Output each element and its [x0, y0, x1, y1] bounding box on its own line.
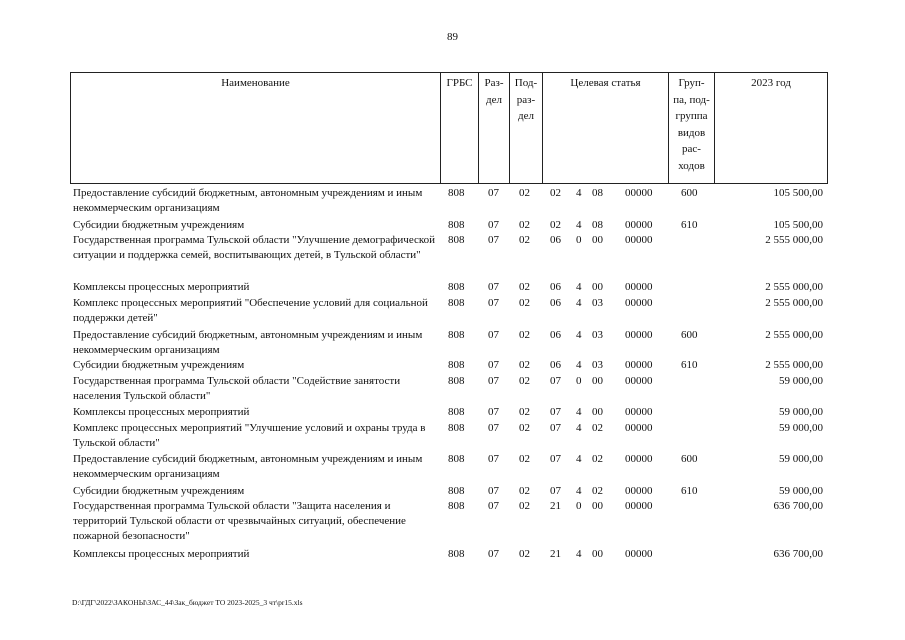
- table-header: [70, 72, 828, 184]
- cell-t4: 00000: [625, 406, 653, 418]
- cell-podrazdel: 02: [519, 281, 530, 293]
- cell-t1: 02: [550, 219, 561, 231]
- cell-grbs: 808: [448, 500, 465, 512]
- cell-t4: 00000: [625, 375, 653, 387]
- cell-t3: 08: [592, 219, 603, 231]
- header-grbs: ГРБС: [441, 73, 479, 183]
- cell-grbs: 808: [448, 453, 465, 465]
- cell-t2: 0: [576, 234, 582, 246]
- cell-amount: 2 555 000,00: [765, 234, 823, 246]
- cell-t2: 4: [576, 453, 582, 465]
- cell-podrazdel: 02: [519, 234, 530, 246]
- header-name: Наименование: [71, 73, 441, 183]
- cell-name: Субсидии бюджетным учреждениям: [73, 485, 245, 497]
- cell-amount: 105 500,00: [773, 187, 823, 199]
- cell-amount: 59 000,00: [779, 406, 823, 418]
- cell-vr: 610: [681, 219, 698, 231]
- cell-t3: 00: [592, 500, 603, 512]
- cell-t3: 00: [592, 281, 603, 293]
- cell-t4: 00000: [625, 548, 653, 560]
- cell-name: Комплекс процессных мероприятий "Обеспечение условий для социальной поддержки детей": [73, 297, 428, 324]
- cell-name: Предоставление субсидий бюджетным, автономным учреждениям и иным некоммерческим организациям: [73, 187, 423, 214]
- cell-amount: 636 700,00: [773, 548, 823, 560]
- cell-t3: 02: [592, 485, 603, 497]
- cell-t1: 21: [550, 548, 561, 560]
- cell-t3: 00: [592, 234, 603, 246]
- cell-grbs: 808: [448, 297, 465, 309]
- cell-t1: 07: [550, 453, 561, 465]
- cell-grbs: 808: [448, 406, 465, 418]
- cell-razdel: 07: [488, 485, 499, 497]
- cell-t1: 06: [550, 234, 561, 246]
- cell-razdel: 07: [488, 359, 499, 371]
- cell-t1: 06: [550, 329, 561, 341]
- cell-t4: 00000: [625, 219, 653, 231]
- cell-t1: 07: [550, 485, 561, 497]
- header-razdel: Раз- дел: [479, 73, 510, 183]
- cell-name: Государственная программа Тульской области "Улучшение демографической ситуации и поддержка семей, воспитывающих детей, в Тульской области": [73, 234, 436, 261]
- cell-t3: 02: [592, 453, 603, 465]
- cell-amount: 59 000,00: [779, 485, 823, 497]
- cell-t1: 07: [550, 422, 561, 434]
- cell-podrazdel: 02: [519, 219, 530, 231]
- header-podrazdel: Под- раз- дел: [510, 73, 543, 183]
- cell-razdel: 07: [488, 422, 499, 434]
- cell-amount: 105 500,00: [773, 219, 823, 231]
- cell-amount: 2 555 000,00: [765, 359, 823, 371]
- cell-name: Комплексы процессных мероприятий: [73, 548, 250, 560]
- cell-grbs: 808: [448, 329, 465, 341]
- cell-podrazdel: 02: [519, 375, 530, 387]
- cell-t2: 4: [576, 548, 582, 560]
- cell-podrazdel: 02: [519, 548, 530, 560]
- cell-t1: 02: [550, 187, 561, 199]
- cell-t4: 00000: [625, 500, 653, 512]
- cell-t3: 03: [592, 297, 603, 309]
- cell-razdel: 07: [488, 453, 499, 465]
- cell-t3: 08: [592, 187, 603, 199]
- header-expense-group: Груп- па, под- группа видов рас- ходов: [669, 73, 715, 183]
- cell-t4: 00000: [625, 453, 653, 465]
- header-target-article: Целевая статья: [543, 73, 669, 183]
- cell-name: Предоставление субсидий бюджетным, автономным учреждениям и иным некоммерческим организациям: [73, 453, 423, 480]
- cell-podrazdel: 02: [519, 359, 530, 371]
- cell-name: Государственная программа Тульской области "Защита населения и территорий Тульской области от чрезвычайных ситуаций, обеспечение пожарной безопасности": [73, 500, 406, 542]
- cell-t1: 21: [550, 500, 561, 512]
- cell-razdel: 07: [488, 281, 499, 293]
- page-number: 89: [447, 31, 458, 43]
- cell-razdel: 07: [488, 297, 499, 309]
- cell-t1: 06: [550, 281, 561, 293]
- cell-t4: 00000: [625, 187, 653, 199]
- cell-amount: 2 555 000,00: [765, 281, 823, 293]
- cell-t2: 4: [576, 485, 582, 497]
- cell-name: Субсидии бюджетным учреждениям: [73, 219, 245, 231]
- cell-name: Субсидии бюджетным учреждениям: [73, 359, 245, 371]
- cell-grbs: 808: [448, 234, 465, 246]
- footer-file-path: D:\ГДГ\2022\ЗАКОНЫ\ЗАС_44\Зак_бюджет ТО 2023-2025_3 чт\pr15.xls: [72, 598, 303, 607]
- cell-podrazdel: 02: [519, 500, 530, 512]
- cell-name: Комплексы процессных мероприятий: [73, 406, 250, 418]
- cell-name: Государственная программа Тульской области "Содействие занятости населения Тульской области": [73, 375, 401, 402]
- cell-amount: 2 555 000,00: [765, 297, 823, 309]
- cell-t3: 02: [592, 422, 603, 434]
- cell-amount: 59 000,00: [779, 422, 823, 434]
- cell-amount: 636 700,00: [773, 500, 823, 512]
- cell-t1: 07: [550, 406, 561, 418]
- cell-podrazdel: 02: [519, 422, 530, 434]
- cell-amount: 59 000,00: [779, 375, 823, 387]
- cell-name: Комплекс процессных мероприятий "Улучшение условий и охраны труда в Тульской области": [73, 422, 426, 449]
- cell-t3: 00: [592, 375, 603, 387]
- cell-grbs: 808: [448, 281, 465, 293]
- cell-vr: 600: [681, 187, 698, 199]
- cell-razdel: 07: [488, 548, 499, 560]
- cell-t4: 00000: [625, 485, 653, 497]
- cell-vr: 610: [681, 359, 698, 371]
- cell-t2: 4: [576, 406, 582, 418]
- cell-t3: 00: [592, 548, 603, 560]
- cell-t4: 00000: [625, 359, 653, 371]
- cell-t3: 03: [592, 359, 603, 371]
- cell-amount: 2 555 000,00: [765, 329, 823, 341]
- cell-vr: 600: [681, 453, 698, 465]
- cell-name: Комплексы процессных мероприятий: [73, 281, 250, 293]
- cell-grbs: 808: [448, 375, 465, 387]
- cell-razdel: 07: [488, 500, 499, 512]
- cell-t4: 00000: [625, 234, 653, 246]
- cell-t4: 00000: [625, 422, 653, 434]
- cell-t2: 0: [576, 375, 582, 387]
- cell-grbs: 808: [448, 422, 465, 434]
- cell-t4: 00000: [625, 281, 653, 293]
- cell-t2: 4: [576, 359, 582, 371]
- cell-t3: 03: [592, 329, 603, 341]
- cell-t1: 06: [550, 359, 561, 371]
- cell-podrazdel: 02: [519, 406, 530, 418]
- cell-vr: 600: [681, 329, 698, 341]
- cell-t2: 4: [576, 219, 582, 231]
- cell-t2: 4: [576, 187, 582, 199]
- cell-podrazdel: 02: [519, 187, 530, 199]
- cell-t3: 00: [592, 406, 603, 418]
- cell-t2: 4: [576, 329, 582, 341]
- cell-grbs: 808: [448, 359, 465, 371]
- cell-t1: 06: [550, 297, 561, 309]
- cell-razdel: 07: [488, 329, 499, 341]
- cell-t2: 4: [576, 422, 582, 434]
- cell-name: Предоставление субсидий бюджетным, автономным учреждениям и иным некоммерческим организациям: [73, 329, 423, 356]
- cell-podrazdel: 02: [519, 453, 530, 465]
- cell-grbs: 808: [448, 485, 465, 497]
- cell-podrazdel: 02: [519, 297, 530, 309]
- cell-podrazdel: 02: [519, 329, 530, 341]
- cell-razdel: 07: [488, 234, 499, 246]
- cell-t2: 4: [576, 297, 582, 309]
- cell-razdel: 07: [488, 187, 499, 199]
- cell-razdel: 07: [488, 375, 499, 387]
- cell-vr: 610: [681, 485, 698, 497]
- cell-t4: 00000: [625, 329, 653, 341]
- cell-t2: 4: [576, 281, 582, 293]
- cell-t1: 07: [550, 375, 561, 387]
- cell-t2: 0: [576, 500, 582, 512]
- cell-grbs: 808: [448, 187, 465, 199]
- cell-grbs: 808: [448, 219, 465, 231]
- cell-podrazdel: 02: [519, 485, 530, 497]
- cell-razdel: 07: [488, 406, 499, 418]
- cell-amount: 59 000,00: [779, 453, 823, 465]
- cell-grbs: 808: [448, 548, 465, 560]
- cell-razdel: 07: [488, 219, 499, 231]
- cell-t4: 00000: [625, 297, 653, 309]
- header-year: 2023 год: [751, 77, 791, 89]
